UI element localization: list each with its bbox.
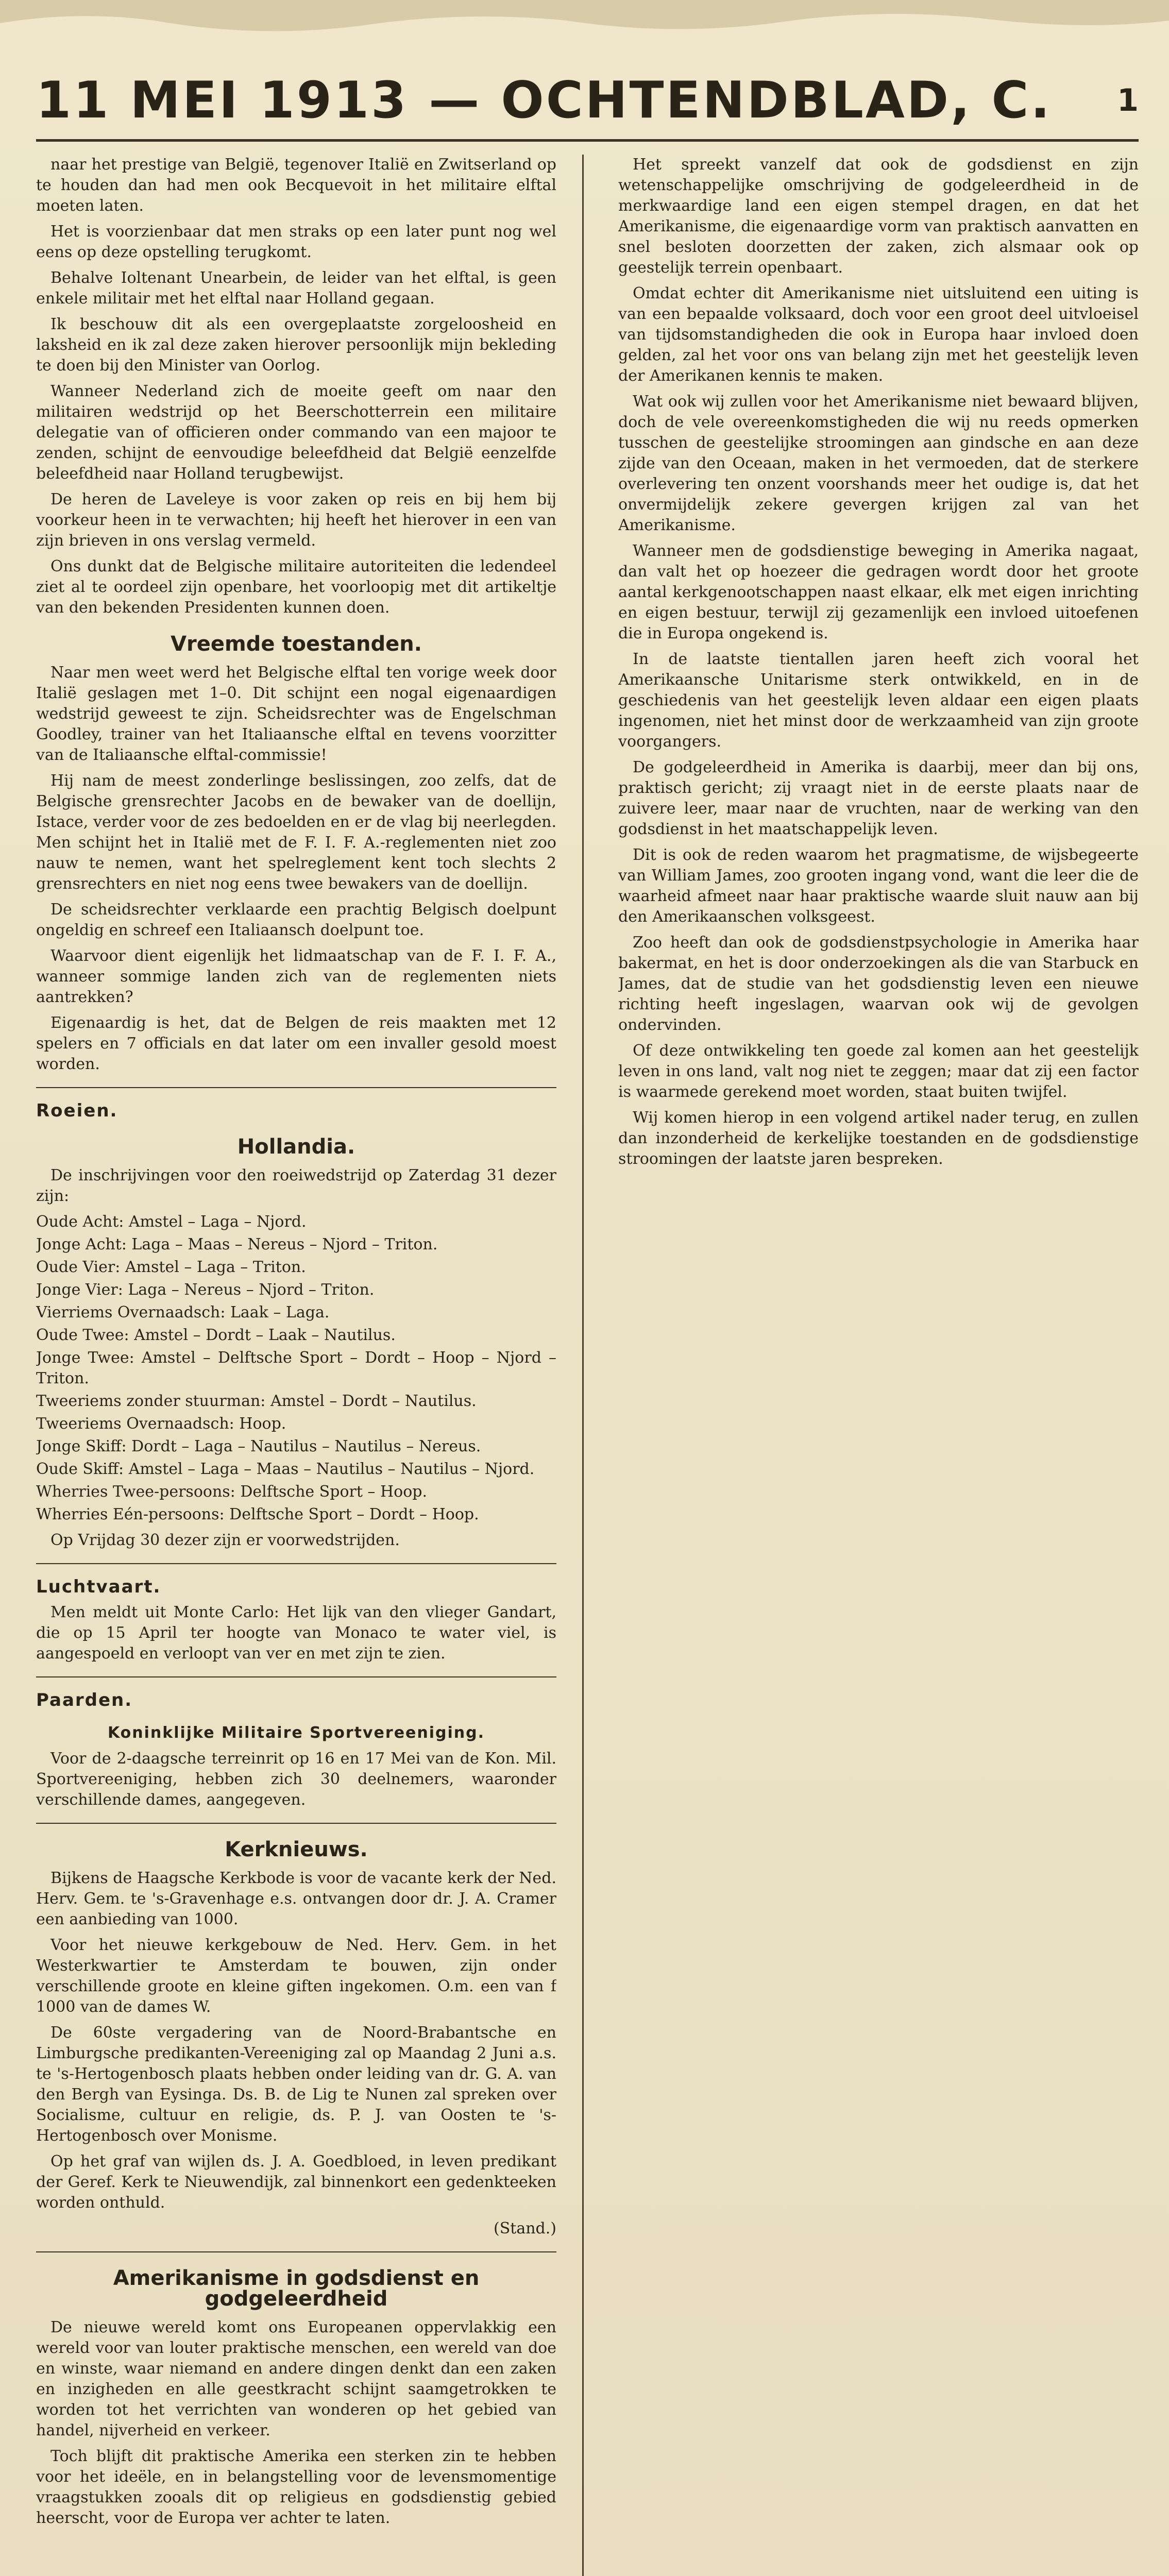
section-intro: De inschrijvingen voor den roeiwedstrijd op Zaterdag 31 dezer zijn: (36, 1166, 556, 1205)
paragraph: Voor het nieuwe kerkgebouw de Ned. Herv. Gem. in het Westerkwartier te Amsterdam te bouwen, zijn onder verschillende groote en kleine giften ingekomen. O.m. een van f 1000 van de dames W. (36, 1936, 556, 2016)
paragraph: Wanneer men de godsdienstige beweging in Amerika nagaat, dan valt het op hoezeer die gedragen wordt door het groote aantal kerkgenootschappen naast elkaar, elk met eigen inrichting en eigen bestuur, terwijl zij gezamenlijk een invloed uitoefenen die in Europa ongekend is. (618, 542, 1139, 642)
paragraph: De scheidsrechter verklaarde een prachtig Belgisch doelpunt ongeldig en schreef een Italiaansch doelpunt toe. (36, 901, 556, 939)
race-entry: Wherries Eén-persoons: Delftsche Sport – Dordt – Hoop. (36, 1505, 479, 1523)
paragraph: Op het graf van wijlen ds. J. A. Goedbloed, in leven predikant der Geref. Kerk te Nieuwendijk, zal binnenkort een gedenkteeken worden onthuld. (36, 2153, 556, 2212)
section-subheading: Koninklijke Militaire Sportvereeniging. (107, 1724, 485, 1742)
section-body: Men meldt uit Monte Carlo: Het lijk van den vlieger Gandart, die op 15 April ter hoogte van Monaco te water viel, is aangespoeld en verloopt van ver en met zijn te zien. (36, 1603, 556, 1663)
paragraph: Hij nam de meest zonderlinge beslissingen, zoo zelfs, dat de Belgische grensrechter Jacobs en de bewaker van de doellijn, Istace, verder voor de zes bedoelden en er de vlag bij neerlegden. Men schijnt het in Italië met de F. I. F. A.-reglementen niet zoo nauw te nemen, want het spelreglement kent toch slechts 2 grensrechters en niet nog eens twee bewakers van de doellijn. (36, 772, 556, 893)
race-entry: Tweeriems zonder stuurman: Amstel – Dordt – Nautilus. (36, 1392, 477, 1410)
paragraph: In de laatste tientallen jaren heeft zich vooral het Amerikaansche Unitarisme sterk ontwikkeld, en in de geschiedenis van het geestelijk leven aldaar een eigen plaats ingenomen, niet het minst door de werkzaamheid van zijn groote voorgangers. (618, 650, 1139, 751)
section-heading: Luchtvaart. (36, 1577, 161, 1597)
race-entry: Jonge Vier: Laga – Nereus – Njord – Triton. (36, 1281, 375, 1299)
section-heading: Vreemde toestanden. (171, 632, 422, 656)
section-body (36, 663, 556, 1075)
section-heading: Roeien. (36, 1100, 118, 1121)
race-entry: Oude Twee: Amstel – Dordt – Laak – Nautilus. (36, 1326, 396, 1344)
stand-label: (Stand.) (494, 2219, 556, 2238)
race-entry: Wherries Twee-persoons: Delftsche Sport – Hoop. (36, 1483, 427, 1501)
right-column (618, 155, 1139, 2576)
paragraph: Het spreekt vanzelf dat ook de godsdienst en zijn wetenschappelijke omschrijving de godgeleerdheid in de merkwaardige land een eigen stempel dragen, en dat het Amerikanisme, die eigenaardige vorm van praktisch aanvatten en snel besloten doorzetten der zaken, zich alsmaar ook op geestelijk terrein openbaart. (618, 156, 1139, 277)
paper-edition: — OCHTENDBLAD, C. (429, 71, 1052, 130)
paragraph: Wanneer Nederland zich de moeite geeft om naar den militairen wedstrijd op het Beerschotterrein een militaire delegatie van of officieren onder commando van een majoor te zenden, schijnt de eenvoudige beleefdheid dat België eenzelfde beleefdheid naar Holland terugbewijst. (36, 382, 556, 483)
paragraph: Toch blijft dit praktische Amerika een sterken zin te hebben voor het ideële, en in belangstelling voor de levensmomentige vraagstukken zooals dit op religieus en godsdienstig gebied heerscht, voor de Europa ver achter te laten. (36, 2447, 556, 2527)
paragraph: Behalve Ioltenant Unearbein, de leider van het elftal, is geen enkele militair met het elftal naar Holland gegaan. (36, 269, 556, 308)
race-list (36, 1212, 556, 1525)
paragraph: Ik beschouw dit als een overgeplaatste zorgeloosheid en laksheid en ik zal deze zaken hierover persoonlijk mijn bekleding te doen bij den Minister van Oorlog. (36, 315, 556, 375)
race-entry: Oude Skiff: Amstel – Laga – Maas – Nautilus – Nautilus – Njord. (36, 1460, 535, 1478)
section-rule (36, 1823, 556, 1824)
section-heading: Kerknieuws. (225, 1838, 368, 1861)
issue-date: 11 MEI 1913 (36, 71, 409, 130)
section-rule (36, 1676, 556, 1677)
page-number: 1 (1117, 82, 1139, 118)
paragraph: Zoo heeft dan ook de godsdienstpsychologie in Amerika haar bakermat, en het is door onderzoekingen als die van Starbuck en James, dat de studie van het godsdienstig leven een nieuwe richting heeft ingeslagen, waarvan ook wij de gevolgen ondervinden. (618, 934, 1139, 1034)
section-rule (36, 1087, 556, 1088)
race-entry: Oude Acht: Amstel – Laga – Njord. (36, 1213, 307, 1231)
section-body (36, 1868, 556, 2213)
paragraph: De nieuwe wereld komt ons Europeanen oppervlakkig een wereld voor van louter praktische menschen, een wereld van doe en winste, waar niemand en andere dingen denkt dan een zaken en inzigheden en alle geestkracht schijnt saamgetrokken te worden tot het verrichten van wonderen op het gebied van handel, nijverheid en verkeer. (36, 2318, 556, 2439)
race-entry: Vierriems Overnaadsch: Laak – Laga. (36, 1303, 330, 1321)
paragraph: Omdat echter dit Amerikanisme niet uitsluitend een uiting is van een bepaalde volksaard, doch voor een groot deel uitvloeisel van tijdsomstandigheden die ook in Europa haar invloed doen gelden, zal het voor ons van belang zijn met het geestelijk leven der Amerikanen kennis te maken. (618, 284, 1139, 385)
section-body (36, 2317, 556, 2529)
paragraph: Of deze ontwikkeling ten goede zal komen aan het geestelijk leven in ons land, valt nog niet te zeggen; maar dat zij een factor is waarmede gerekend moet worden, staat buiten twijfel. (618, 1042, 1139, 1101)
paragraph: Naar men weet werd het Belgische elftal ten vorige week door Italië geslagen met 1–0. Dit schijnt een nogal eigenaardigen wedstrijd geweest te zijn. Scheidsrechter was de Engelschman Goodley, trainer van het Italiaansche elftal en tevens voorzitter van de Italiaansche elftal-commissie! (36, 664, 556, 764)
section-heading: Paarden. (36, 1690, 133, 1710)
paragraph: Wat ook wij zullen voor het Amerikanisme niet bewaard blijven, doch de vele overeenkomstigheden die wij nu reeds opmerken tusschen de geestelijke stroomingen aan gindsche en aan deze zijde van den Oceaan, maken in het vermoeden, dat de sterkere overlevering ten onzent voorshands meer het oudige is, dat het onvermijdelijk zekere gevergen krijgen zal van het Amerikanisme. (618, 393, 1139, 534)
race-entry: Oude Vier: Amstel – Laga – Triton. (36, 1258, 306, 1276)
race-entry: Jonge Skiff: Dordt – Laga – Nautilus – Nautilus – Nereus. (36, 1437, 481, 1455)
paragraph: De 60ste vergadering van de Noord-Brabantsche en Limburgsche predikanten-Vereeniging zal op Maandag 2 Juni a.s. te 's-Hertogenbosch plaats hebben onder leiding van dr. G. A. van den Bergh van Eysinga. Ds. B. de Lig te Nunen zal spreken over Socialisme, cultuur en religie, ds. P. J. van Oosten te 's-Hertogenbosch over Monisme. (36, 2024, 556, 2145)
paragraph: Dit is ook de reden waarom het pragmatisme, de wijsbegeerte van William James, zoo grooten ingang vond, want die leer die de waarheid afmeet naar haar praktische waarde sluit nauw aan bij den Amerikaanschen volksgeest. (618, 846, 1139, 926)
paragraph: De godgeleerdheid in Amerika is daarbij, meer dan bij ons, praktisch gericht; zij vraagt niet in de eerste plaats naar de zuivere leer, maar naar de vruchten, naar de werking van den godsdienst in het maatschappelijk leven. (618, 758, 1139, 838)
paragraph: Ons dunkt dat de Belgische militaire autoriteiten die ledendeel ziet al te oordeel zijn openbare, het voorloopig met dit artikeltje van den bekenden Presidenten kunnen doen. (36, 557, 556, 617)
race-entry: Jonge Acht: Laga – Maas – Nereus – Njord – Triton. (36, 1235, 438, 1253)
race-entry: Jonge Twee: Amstel – Delftsche Sport – Dordt – Hoop – Njord – Triton. (36, 1349, 556, 1387)
paragraph: naar het prestige van België, tegenover Italië en Zwitserland op te houden dan had men ook Becquevoit in het militaire elftal moeten laten. (36, 156, 556, 215)
column-divider (582, 155, 584, 2576)
paragraph: Waarvoor dient eigenlijk het lidmaatschap van de F. I. F. A., wanneer sommige landen zich van de reglementen niets aantrekken? (36, 947, 556, 1006)
intro-section (36, 155, 556, 618)
race-entry: Tweeriems Overnaadsch: Hoop. (36, 1415, 286, 1433)
section-heading: Hollandia. (237, 1135, 355, 1159)
masthead (36, 62, 1139, 142)
section-body: Voor de 2-daagsche terreinrit op 16 en 17 Mei van de Kon. Mil. Sportvereeniging, hebben zich 30 deelnemers, waaronder verschillende dames, aangegeven. (36, 1750, 556, 1809)
section-heading: Amerikanisme in godsdienst en godgeleerdheid (113, 2266, 480, 2311)
paragraph: Wij komen hierop in een volgend artikel nader terug, en zullen dan inzonderheid de kerkelijke toestanden en de godsdienstige stroomingen der laatste jaren bespreken. (618, 1109, 1139, 1168)
left-column (36, 155, 556, 2576)
section-footer: Op Vrijdag 30 dezer zijn er voorwedstrijden. (50, 1531, 400, 1549)
paragraph: De heren de Laveleye is voor zaken op reis en bij hem bij voorkeur heen in te verwachten; hij heeft het hierover in een van zijn brieven in ons verslag vermeld. (36, 490, 556, 550)
paragraph: Bijkens de Haagsche Kerkbode is voor de vacante kerk der Ned. Herv. Gem. te 's-Gravenhage e.s. ontvangen door dr. J. A. Cramer een aanbieding van 1000. (36, 1869, 556, 1928)
paragraph: Het is voorzienbaar dat men straks op een later punt nog wel eens op deze opstelling terugkomt. (36, 223, 556, 261)
section-rule (36, 2251, 556, 2252)
section-rule (36, 1563, 556, 1564)
paragraph: Eigenaardig is het, dat de Belgen de reis maakten met 12 spelers en 7 officials en dat later om een invaller gesold moest worden. (36, 1014, 556, 1073)
article-body (618, 155, 1139, 1170)
